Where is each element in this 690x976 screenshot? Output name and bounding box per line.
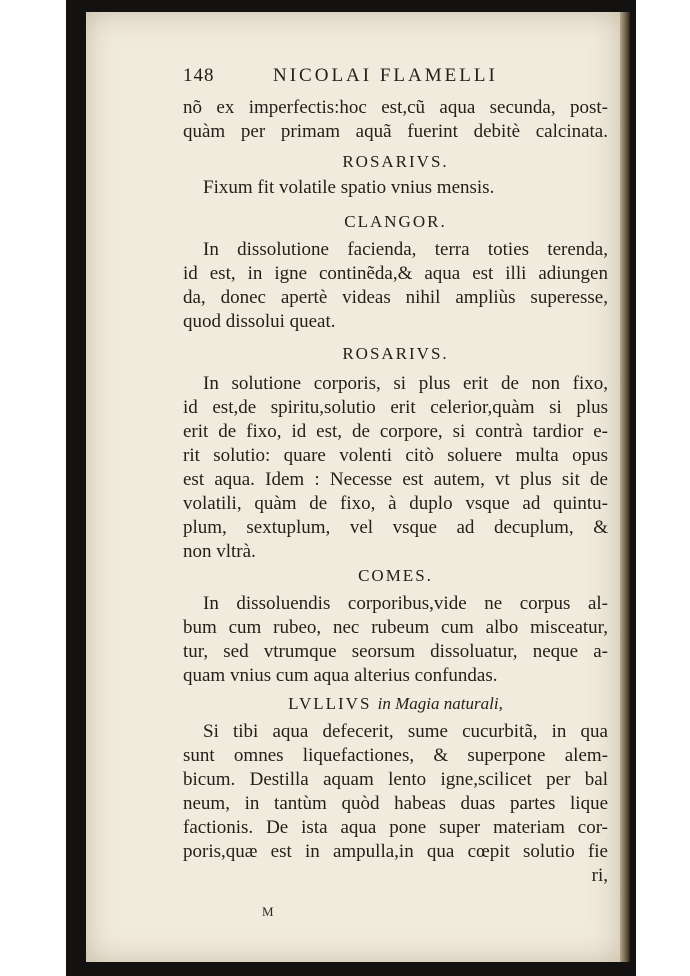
text-line: poris,quæ est in ampulla,in qua cœpit solutio fie (183, 841, 608, 862)
text-line: volatili, quàm de fixo, à duplo vsque ad quintu- (183, 493, 608, 514)
page-edge (620, 12, 630, 962)
text-line: da, donec apertè videas nihil ampliùs superesse, (183, 287, 608, 308)
text-line: plum, sextuplum, vel vsque ad decuplum, & (183, 517, 608, 538)
text-line: id est,de spiritu,solutio erit celerior,quàm si plus (183, 397, 608, 418)
text-line: erit de fixo, id est, de corpore, si contrà tardior e- (183, 421, 608, 442)
text-line: est aqua. Idem : Necesse est autem, vt plus sit de (183, 469, 608, 490)
section-heading: ROSARIVS. (342, 344, 449, 363)
heading-author: LVLLIVS (288, 694, 372, 713)
text-line: In dissolutione facienda, terra toties terenda, (203, 239, 608, 260)
running-title: NICOLAI FLAMELLI (273, 65, 498, 86)
text-line: Fixum fit volatile spatio vnius mensis. (203, 177, 495, 198)
page-number: 148 (183, 65, 215, 86)
text-line: bicum. Destilla aquam lento igne,scilicet per bal (183, 769, 608, 790)
text-line: In dissoluendis corporibus,vide ne corpus al- (203, 593, 608, 614)
section-heading (183, 692, 608, 716)
text-line: factionis. De ista aqua pone super materiam cor- (183, 817, 608, 838)
text-line: sunt omnes liquefactiones, & superpone alem- (183, 745, 608, 766)
text-line: non vltrà. (183, 541, 256, 562)
catchword: ri, (591, 865, 608, 886)
section-heading: COMES. (358, 566, 433, 585)
text-line: id est, in igne continẽda,& aqua est illi adiungen (183, 263, 608, 284)
text-line: rit solutio: quare volenti citò soluere multa opus (183, 445, 608, 466)
text-line: nõ ex imperfectis:hoc est,cũ aqua secunda, post- (183, 97, 608, 118)
text-line: bum cum rubeo, nec rubeum cum albo misceatur, (183, 617, 608, 638)
text-line: quod dissolui queat. (183, 311, 336, 332)
section-heading: CLANGOR. (344, 212, 447, 231)
section-heading: ROSARIVS. (342, 152, 449, 171)
text-line: Si tibi aqua defecerit, sume cucurbitã, in qua (203, 721, 608, 742)
text-line: quàm per primam aquã fuerint debitè calcinata. (183, 121, 608, 142)
running-header (183, 64, 608, 88)
text-line: tur, sed vtrumque seorsum dissoluatur, neque a- (183, 641, 608, 662)
text-line: In solutione corporis, si plus erit de non fixo, (203, 373, 608, 394)
signature-mark: M (262, 904, 274, 919)
text-line: neum, in tantùm quòd habeas duas partes lique (183, 793, 608, 814)
text-line: quam vnius cum aqua alterius confundas. (183, 665, 498, 686)
heading-source: in Magia naturali, (377, 694, 503, 713)
